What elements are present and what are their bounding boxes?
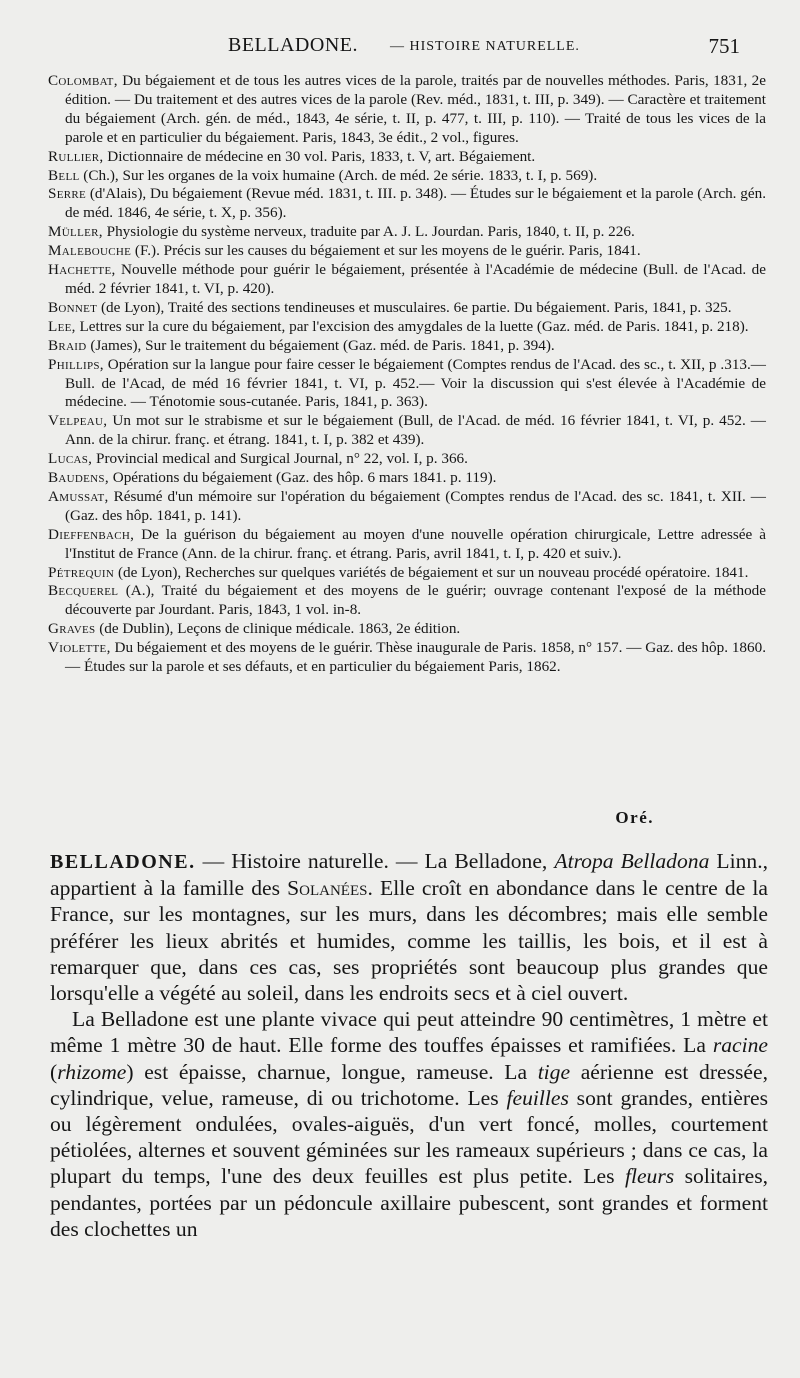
- entry-author: Müller,: [48, 223, 103, 241]
- bibliography-entry: [48, 356, 766, 413]
- entry-text: (de Lyon), Traité des sections tendineuses et musculaires. 6e partie. Du bégaiement. Paris, 1841, p. 325.: [97, 298, 732, 316]
- entry-author: Bonnet: [48, 298, 98, 316]
- bibliography-entry: [48, 488, 766, 526]
- entry-text: (F.). Précis sur les causes du bégaiement et sur les moyens de le guérir. Paris, 1841.: [131, 242, 641, 260]
- entry-text: Lettres sur la cure du bégaiement, par l'excision des amygdales de la luette (Gaz. méd. de Paris. 1841, p. 218).: [75, 317, 749, 335]
- bibliography-entry: [48, 318, 766, 337]
- bibliography-entry: [48, 72, 766, 148]
- article-text: solitaires, pendantes, portées par un pédoncule axillaire pubescent, sont grandes et forment des clochettes un: [50, 1164, 768, 1241]
- entry-author: Colombat,: [48, 72, 118, 89]
- entry-author: Dieffenbach,: [48, 525, 135, 543]
- article-paragraph: [50, 1006, 768, 1242]
- running-subtitle: — HISTOIRE NATURELLE.: [390, 39, 580, 54]
- article-body: [50, 848, 768, 1242]
- entry-author: Pétrequin: [48, 563, 115, 581]
- entry-text: De la guérison du bégaiement au moyen d'une nouvelle opération chirurgicale, Lettre adressée à l'Institut de France (Ann. de la chirur. franç. et étrang. Paris, avril 1841, t. I, p. 420 et suiv.).: [65, 525, 766, 562]
- running-title: BELLADONE.: [228, 34, 358, 56]
- entry-text: Physiologie du système nerveux, traduite par A. J. L. Jourdan. Paris, 1840, t. II, p. 226.: [102, 223, 635, 241]
- entry-text: Un mot sur le strabisme et sur le bégaiement (Bull, de l'Acad. de méd. 16 février 1841, t. VI, p. 452. — Ann. de la chirur. franç. et étrang. 1841, t. I, p. 382 et 439).: [65, 412, 766, 449]
- article-text: (: [50, 1059, 58, 1084]
- bibliography-entry: [48, 185, 766, 223]
- bibliography-entry: [48, 526, 766, 564]
- bibliography-entry: [48, 299, 766, 318]
- entry-text: Dictionnaire de médecine en 30 vol. Paris, 1833, t. V, art. Bégaiement.: [103, 147, 536, 165]
- entry-author: Phillips,: [48, 355, 104, 373]
- term-tige: tige: [537, 1059, 571, 1084]
- latin-name: Atropa Belladona: [554, 849, 710, 873]
- bibliography-entry: [48, 450, 766, 469]
- entry-text: Nouvelle méthode pour guérir le bégaiement, présentée à l'Académie de médecine (Bull. de l'Acad. de méd. 2 février 1841, t. VI, p. 420).: [65, 261, 766, 297]
- entry-author: Braid: [48, 336, 87, 354]
- article-text: — Histoire naturelle. — La Belladone,: [195, 849, 555, 873]
- bibliography-list: [48, 72, 766, 677]
- bibliography-entry: [48, 620, 766, 639]
- entry-author: Graves: [48, 620, 96, 638]
- entry-author: Serre: [48, 185, 87, 203]
- entry-author: Lucas,: [48, 450, 93, 468]
- family-name: Solanées: [287, 876, 368, 901]
- term-feuilles: feuilles: [506, 1085, 569, 1110]
- bibliography-entry: [48, 242, 766, 261]
- article-text: . Elle croît en abondance dans le centre de la France, sur les montagnes, sur les murs, dans les décombres; mais elle semble préférer les lieux abrités et humides, comme les taillis, les bois, et il est à remarquer que, dans ces cas, ses propriétés sont beaucoup plus grandes que lorsqu'elle a végété au soleil, dans les endroits secs et à ciel ouvert.: [50, 876, 769, 1006]
- article-headword: BELLADONE.: [50, 851, 196, 873]
- page-number: 751: [708, 34, 740, 58]
- entry-author: Velpeau,: [48, 412, 108, 430]
- article-text: ) est épaisse, charnue, longue, rameuse. La: [126, 1059, 538, 1084]
- term-racine: racine: [712, 1033, 768, 1058]
- bibliography-entry: [48, 639, 766, 677]
- bibliography-entry: [48, 223, 766, 242]
- entry-text: (de Lyon), Recherches sur quelques variétés de bégaiement et sur un nouveau procédé opératoire. 1841.: [114, 563, 749, 581]
- entry-author: Violette,: [48, 639, 111, 657]
- bibliography-entry: [48, 148, 766, 167]
- entry-author: Bell: [48, 166, 80, 184]
- entry-author: Baudens,: [48, 469, 109, 487]
- entry-text: Provincial medical and Surgical Journal, n° 22, vol. I, p. 366.: [92, 450, 468, 468]
- bibliography-entry: [48, 167, 766, 186]
- article-text: aérienne est dressée, cylindrique, velue, rameuse, di ou trichotome. Les: [50, 1059, 768, 1110]
- entry-author: Hachette,: [48, 261, 116, 279]
- entry-text: (d'Alais), Du bégaiement (Revue méd. 1831, t. III. p. 348). — Études sur le bégaiement et la parole (Arch. gén. de méd. 1846, 4e série, t. X, p. 356).: [65, 185, 766, 222]
- article-paragraph: [50, 848, 768, 1006]
- bibliography-entry: [48, 412, 766, 450]
- entry-text: (de Dublin), Leçons de clinique médicale. 1863, 2e édition.: [95, 620, 461, 638]
- bibliography-entry: [48, 582, 766, 620]
- entry-author: Lee,: [48, 317, 76, 335]
- term-fleurs: fleurs: [624, 1164, 675, 1189]
- running-header: [0, 34, 800, 62]
- entry-text: (A.), Traité du bégaiement et des moyens de le guérir; ouvrage contenant l'exposé de la méthode découverte par Jourdant. Paris, 1843, 1 vol. in-8.: [65, 582, 766, 619]
- entry-author: Malebouche: [48, 242, 132, 260]
- entry-author: Amussat,: [48, 487, 109, 505]
- entry-text: Opérations du bégaiement (Gaz. des hôp. 6 mars 1841. p. 119).: [108, 469, 497, 487]
- entry-author: Becquerel: [48, 582, 119, 600]
- article-text: sont grandes, entières ou légèrement ondulées, ovales-aiguës, d'un vert foncé, molles, courtement pétiolées, alternes et souvent géminées sur les rameaux supérieurs ; dans ce cas, la plupart du temps, l'une des deux feuilles est plus petite. Les: [50, 1085, 769, 1189]
- bibliography-entry: [48, 261, 766, 299]
- entry-text: Opération sur la langue pour faire cesser le bégaiement (Comptes rendus de l'Acad. des sc., t. XII, p .313.— Bull. de l'Acad, de méd 16 février 1841, t. VI, p. 452.— Voir la discussion qui s'est élevée à l'Académie de médecine. — Ténotomie sous-cutanée. Paris, 1841, p. 363).: [65, 355, 766, 411]
- bibliography-entry: [48, 337, 766, 356]
- bibliography-entry: [48, 469, 766, 488]
- entry-text: Du bégaiement et de tous les autres vices de la parole, traités par de nouvelles méthodes. Paris, 1831, 2e édition. — Du traitement et des autres vices de la parole (Rev. méd., 1831, t. III, p. 349). — Caractère et traitement du bégaiement (Arch. gén. de méd., 1843, 4e série, t. II, p. 477, t. III, p. 110). — Traité de tous les vices de la parole et en particulier du bégaiement. Paris, 1843, 3e édit., 2 vol., figures.: [65, 72, 766, 146]
- entry-author: Rullier,: [48, 147, 104, 165]
- author-signature: Oré.: [615, 808, 654, 827]
- entry-text: Résumé d'un mémoire sur l'opération du bégaiement (Comptes rendus de l'Acad. des sc. 1841, t. XII. — (Gaz. des hôp. 1841, p. 141).: [65, 487, 766, 524]
- bibliography-entry: [48, 564, 766, 583]
- term-rhizome: rhizome: [57, 1059, 127, 1084]
- entry-text: (James), Sur le traitement du bégaiement (Gaz. méd. de Paris. 1841, p. 394).: [86, 336, 555, 354]
- entry-text: Du bégaiement et des moyens de le guérir. Thèse inaugurale de Paris. 1858, n° 157. — Gaz. des hôp. 1860. — Études sur la parole et ses défauts, et en particulier du bégaiement Paris, 1862.: [65, 639, 766, 676]
- article-text: Linn., appartient à la famille des: [50, 849, 769, 901]
- article-text: La Belladone est une plante vivace qui peut atteindre 90 centimètres, 1 mètre et même 1 mètre 30 de haut. Elle forme des touffes épaisses et ramifiées. La: [50, 1007, 768, 1058]
- entry-text: (Ch.), Sur les organes de la voix humaine (Arch. de méd. 2e série. 1833, t. I, p. 569).: [79, 166, 598, 184]
